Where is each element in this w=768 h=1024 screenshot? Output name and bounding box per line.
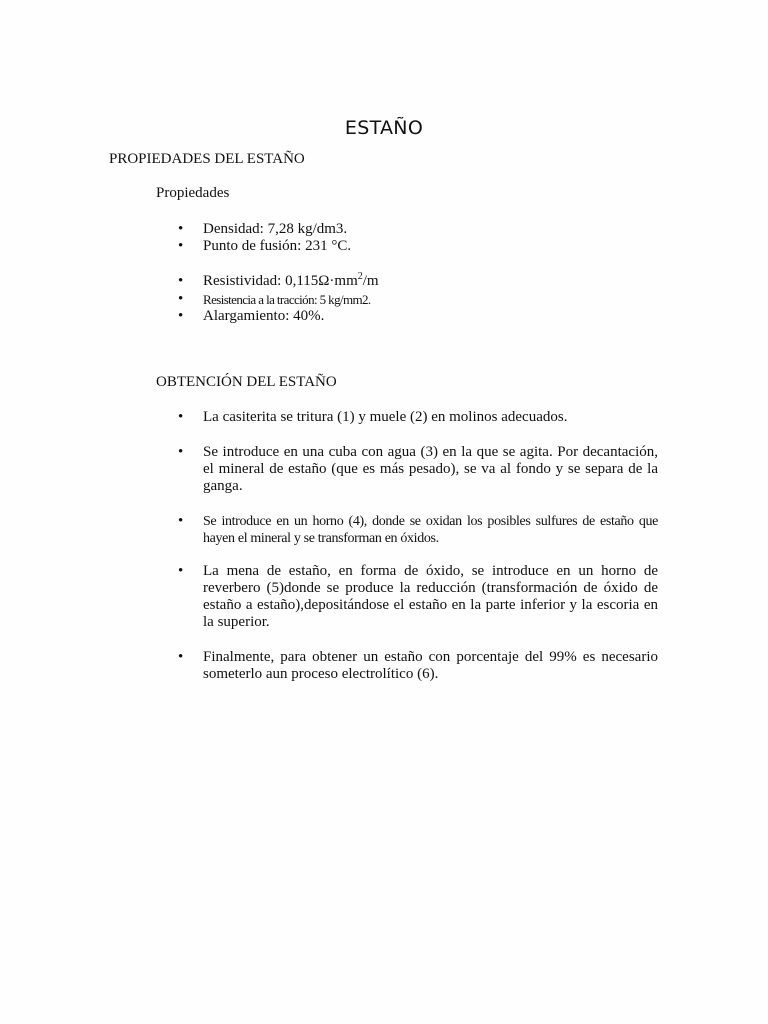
- bullet-icon: •: [178, 291, 184, 307]
- property-tensile-strength: Resistencia a la tracción: 5 kg/mm2.: [203, 292, 371, 307]
- property-elongation: Alargamiento: 40%.: [203, 308, 325, 324]
- bullet-icon: •: [178, 308, 184, 324]
- property-density: Densidad: 7,28 kg/dm3.: [203, 221, 348, 237]
- subheading-properties: Propiedades: [156, 185, 230, 201]
- section-heading-properties: PROPIEDADES DEL ESTAÑO: [109, 151, 305, 167]
- bullet-icon: •: [178, 513, 184, 529]
- bullet-icon: •: [178, 563, 184, 579]
- property-melting-point: Punto de fusión: 231 °C.: [203, 238, 352, 254]
- bullet-icon: •: [178, 409, 184, 425]
- step-5: Finalmente, para obtener un estaño con porcentaje del 99% es necesario someterlo aun proceso electrolítico (6).: [203, 649, 658, 682]
- step-3: Se introduce en un horno (4), donde se oxidan los posibles sulfures de estaño que hayen el mineral y se transforman en óxidos.: [203, 514, 658, 546]
- bullet-icon: •: [178, 273, 184, 289]
- document-title: ESTAÑO: [344, 117, 424, 139]
- step-2: Se introduce en una cuba con agua (3) en la que se agita. Por decantación, el mineral de estaño (que es más pesado), se va al fondo y se separa de la ganga.: [203, 444, 658, 494]
- section-heading-obtaining: OBTENCIÓN DEL ESTAÑO: [156, 374, 337, 390]
- bullet-icon: •: [178, 238, 184, 254]
- bullet-icon: •: [178, 444, 184, 460]
- step-1: La casiterita se tritura (1) y muele (2) en molinos adecuados.: [203, 409, 568, 425]
- property-resistivity: Resistividad: $0,115\Omega\cdot mm^2/m$: [203, 271, 379, 289]
- bullet-icon: •: [178, 221, 184, 237]
- bullet-icon: •: [178, 649, 184, 665]
- step-4: La mena de estaño, en forma de óxido, se introduce en un horno de reverbero (5)donde se produce la reducción (transformación de óxido de estaño a estaño),depositándose el estaño en la parte inferior y la escoria en la superior.: [203, 563, 658, 630]
